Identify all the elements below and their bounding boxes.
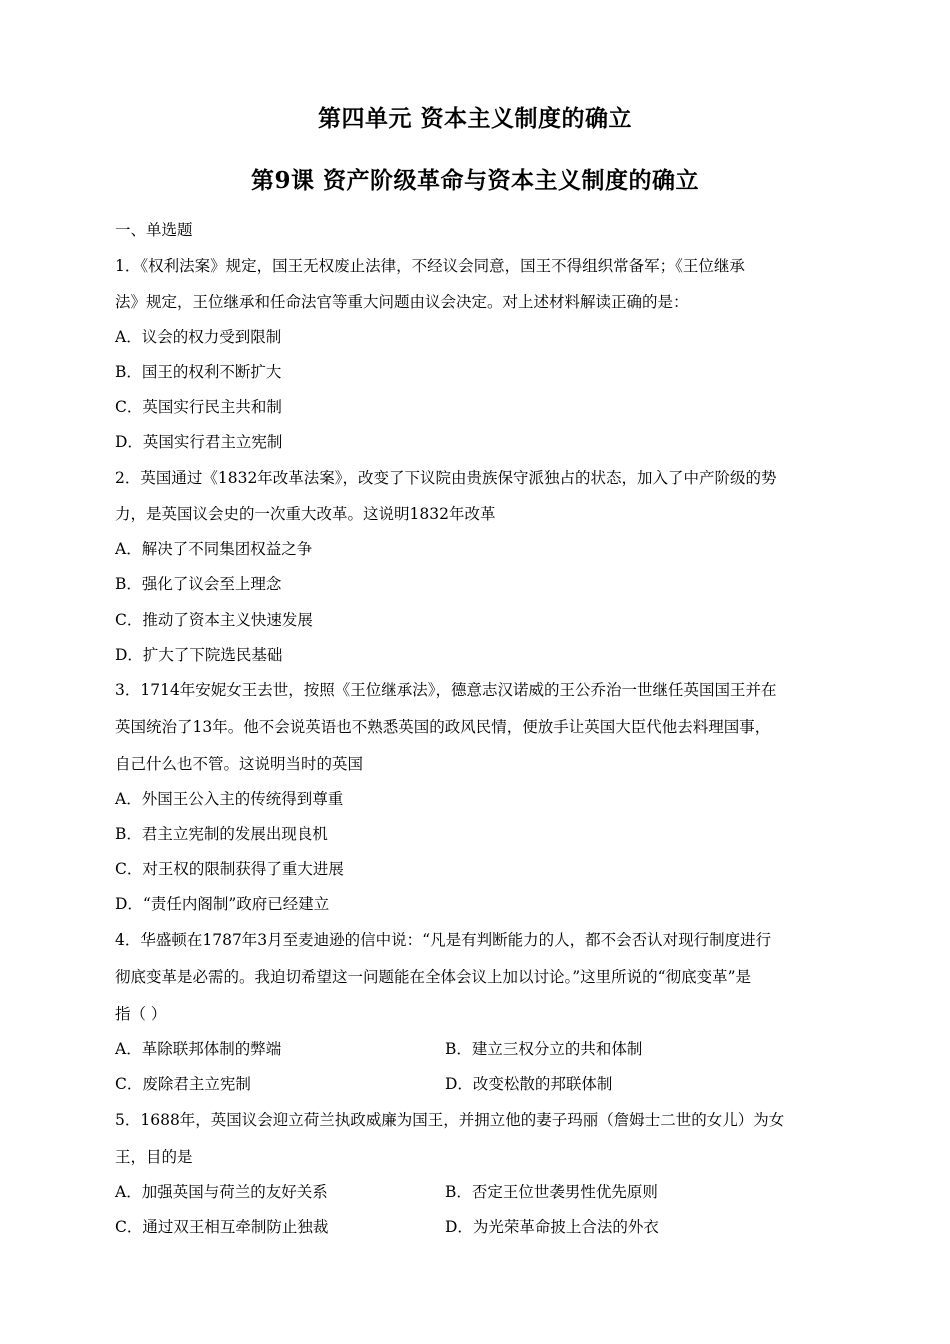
question-stem-line: 2．英国通过《1832年改革法案》，改变了下议院由贵族保守派独占的状态，加入了中产阶级的势 — [115, 469, 777, 487]
question-stem-line: 4．华盛顿在1787年3月至麦迪逊的信中说：“凡是有判断能力的人，都不会否认对现行制度进行 — [115, 931, 772, 949]
question-stem-line: 法》规定，王位继承和任命法官等重大问题由议会决定。对上述材料解读正确的是： — [115, 293, 689, 311]
option-d: D．为光荣革命披上合法的外衣 — [445, 1218, 659, 1236]
option-b: B．君主立宪制的发展出现良机 — [115, 825, 328, 843]
question-stem-line: 英国统治了13年。他不会说英语也不熟悉英国的政风民情，便放手让英国大臣代他去料理国事， — [115, 718, 771, 736]
option-c: C．英国实行民主共和制 — [115, 398, 282, 416]
option-b: B．建立三权分立的共和体制 — [445, 1040, 643, 1058]
option-c: C．推动了资本主义快速发展 — [115, 611, 313, 629]
question-stem-line: 5．1688年，英国议会迎立荷兰执政威廉为国王，并拥立他的妻子玛丽（詹姆士二世的女儿）为女 — [115, 1111, 785, 1129]
option-b: B．国王的权利不断扩大 — [115, 363, 282, 381]
section-heading: 一、单选题 — [115, 221, 193, 239]
question-stem-line: 3．1714年安妮女王去世，按照《王位继承法》，德意志汉诺威的王公乔治一世继任英国国王并在 — [115, 681, 777, 699]
question-stem-line: 彻底变革是必需的。我迫切希望这一问题能在全体会议上加以讨论。”这里所说的“彻底变革”是 — [115, 968, 752, 986]
option-a: A．加强英国与荷兰的友好关系 — [115, 1183, 328, 1201]
option-c: C．通过双王相互牵制防止独裁 — [115, 1218, 329, 1236]
option-b: B．否定王位世袭男性优先原则 — [445, 1183, 658, 1201]
question-stem-line: 自己什么也不管。这说明当时的英国 — [115, 755, 364, 773]
unit-title: 第四单元 资本主义制度的确立 — [317, 105, 632, 132]
option-a: A．革除联邦体制的弊端 — [115, 1040, 282, 1058]
option-d: D．扩大了下院选民基础 — [115, 646, 283, 664]
option-b: B．强化了议会至上理念 — [115, 575, 282, 593]
option-d: D．英国实行君主立宪制 — [115, 433, 283, 451]
option-c: C．废除君主立宪制 — [115, 1075, 251, 1093]
lesson-title: 第9课 资产阶级革命与资本主义制度的确立 — [250, 167, 699, 194]
question-stem-line: 王，目的是 — [115, 1148, 193, 1166]
option-a: A．外国王公入主的传统得到尊重 — [115, 790, 344, 808]
option-c: C．对王权的限制获得了重大进展 — [115, 860, 344, 878]
option-d: D．“责任内阁制”政府已经建立 — [115, 895, 330, 913]
question-stem-line: 1．《权利法案》规定，国王无权废止法律，不经议会同意，国王不得组织常备军；《王位继承 — [115, 257, 745, 275]
option-a: A．解决了不同集团权益之争 — [115, 540, 313, 558]
question-stem-line: 指（ ） — [115, 1005, 167, 1023]
question-stem-line: 力，是英国议会史的一次重大改革。这说明1832年改革 — [115, 505, 496, 523]
option-a: A．议会的权力受到限制 — [115, 328, 282, 346]
option-d: D．改变松散的邦联体制 — [445, 1075, 613, 1093]
